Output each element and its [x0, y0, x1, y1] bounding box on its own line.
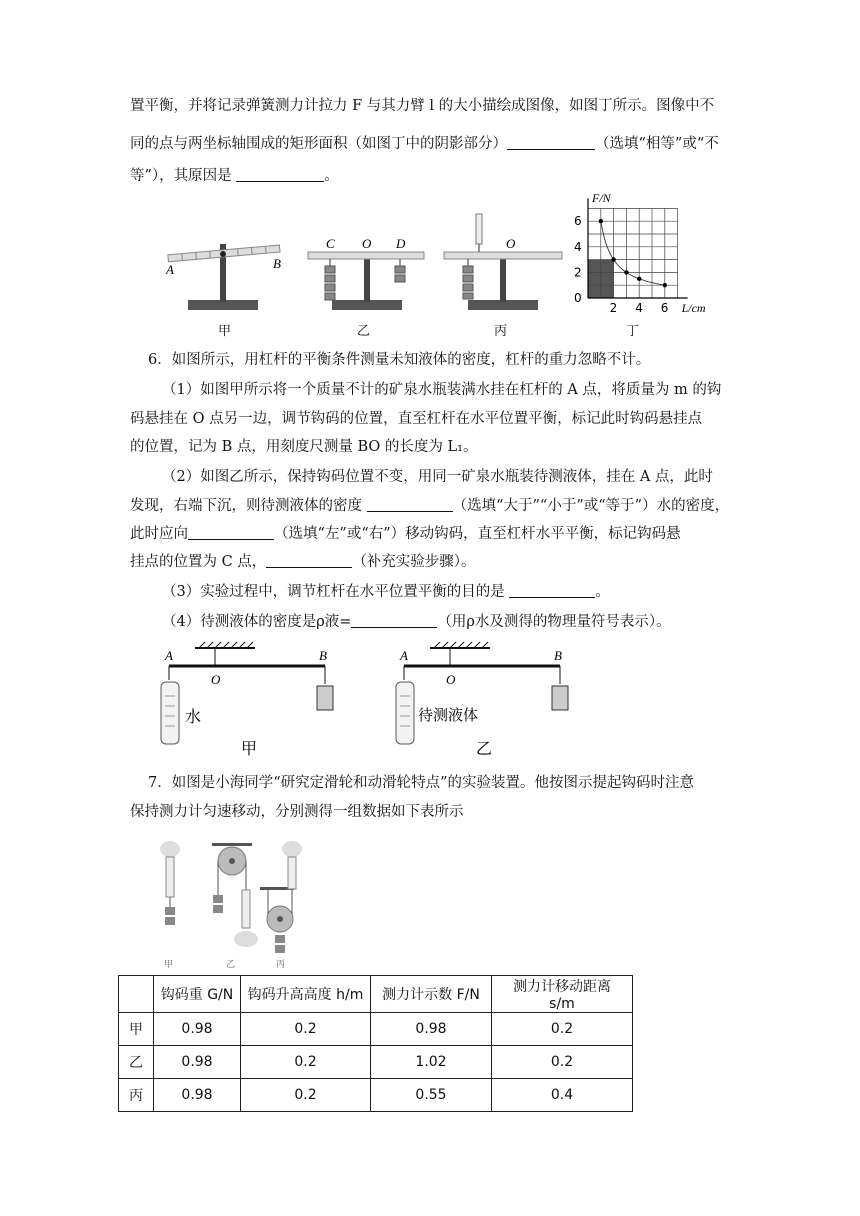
liquid-label: 待测液体 [418, 706, 479, 724]
q6-p2-line-3-text: 此时应向 [130, 526, 188, 542]
hook-weight [317, 686, 333, 710]
x-tick-label: 4 [635, 301, 643, 315]
point-o-label: O [211, 672, 221, 687]
table-cell: 0.98 [371, 1013, 492, 1046]
table-header-cell [119, 976, 154, 1013]
x-tick-label: 2 [609, 301, 618, 315]
hook-weight [552, 686, 568, 710]
q5-line-2-text: 同的点与两坐标轴围成的矩形面积（如图丁中的阴影部分） [130, 136, 507, 152]
y-tick-label: 2 [574, 265, 582, 280]
point-b-label: B [319, 648, 327, 663]
table-cell: 0.2 [492, 1046, 633, 1079]
table-cell: 0.98 [154, 1079, 241, 1112]
water-bottle [161, 682, 179, 744]
y-tick-label: 0 [574, 291, 582, 305]
data-point [637, 277, 641, 281]
lever-figure-yi [300, 232, 430, 332]
lever-figure-jia [160, 232, 290, 332]
lever-figure-bing [438, 212, 568, 332]
data-point [663, 283, 667, 287]
weights-stack [395, 266, 405, 282]
data-point [624, 270, 628, 274]
q6-p2-line-2 [130, 496, 729, 516]
table-cell: 1.02 [371, 1046, 492, 1079]
water-label: 水 [185, 707, 202, 726]
pulley-data-table [118, 975, 633, 1112]
table-cell: 0.2 [241, 1013, 371, 1046]
caption-yi: 乙 [357, 324, 371, 339]
table-cell: 甲 [119, 1013, 154, 1046]
caption-yi: 乙 [226, 960, 236, 970]
table-row [119, 1013, 633, 1046]
point-a-label: A [165, 648, 173, 663]
q6-p4 [162, 612, 671, 632]
q6-p1-line-1: （1）如图甲所示将一个质量不计的矿泉水瓶装满水挂在杠杆的 A 点，将质量为 m 的钩 [162, 382, 722, 398]
answer-blank[interactable] [266, 553, 352, 568]
q6-p2-line-3 [130, 524, 681, 544]
caption-jia: 甲 [218, 324, 232, 339]
q5-line-2-tail: （选填“相等”或“不 [595, 136, 719, 152]
table-header-cell: 钩码升高高度 h/m [241, 976, 371, 1013]
spring-scale [166, 857, 174, 897]
table-cell: 乙 [119, 1046, 154, 1079]
q6-p2-line-1: （2）如图乙所示，保持钩码位置不变，用同一矿泉水瓶装待测液体，挂在 A 点，此时 [162, 469, 713, 485]
y-axis-label: F/N [592, 191, 611, 205]
q6-p4-tail: （用ρ水及测得的物理量符号表示）。 [437, 614, 671, 630]
hand-icon [160, 841, 180, 857]
x-axis-label: L/cm [681, 301, 706, 315]
table-cell: 丙 [119, 1079, 154, 1112]
q6-p1-line-3: 的位置，记为 B 点，用刻度尺测量 BO 的长度为 L₁。 [130, 439, 478, 455]
point-b-label: B [273, 256, 281, 271]
q6-p3-text: （3）实验过程中，调节杠杆在水平位置平衡的目的是 [162, 584, 505, 600]
table-header-row [119, 976, 633, 1013]
table-cell: 0.4 [492, 1079, 633, 1112]
table-row [119, 1079, 633, 1112]
q6-p2-line-2-text: 发现，右端下沉，则待测液体的密度 [130, 498, 362, 514]
hand-icon [234, 931, 258, 947]
data-point [611, 257, 615, 261]
answer-blank[interactable] [367, 497, 453, 512]
point-a-label: A [400, 648, 408, 663]
q5-line-3-tail: 。 [324, 168, 339, 184]
q7-line-2: 保持测力计匀速移动，分别测得一组数据如下表所示 [130, 804, 464, 820]
q6-p2-line-3-tail: （选填“左”或“右”）移动钩码，直至杠杆水平平衡，标记钩码悬 [274, 526, 681, 542]
table-cell: 0.98 [154, 1046, 241, 1079]
q6-p1-line-2: 码悬挂在 O 点另一边，调节钩码的位置，直至杠杆在水平位置平衡，标记此时钩码悬挂点 [130, 411, 703, 427]
y-tick-label: 6 [574, 214, 582, 229]
caption-jia: 甲 [164, 960, 174, 970]
table-header-cell: 测力计示数 F/N [371, 976, 492, 1013]
x-tick-label: 6 [660, 301, 669, 315]
caption-bing: 丙 [494, 324, 508, 339]
q6-p2-line-4-text: 挂点的位置为 C 点， [130, 554, 267, 570]
answer-blank[interactable] [351, 613, 437, 628]
point-a-label: A [166, 262, 174, 277]
data-point [599, 219, 603, 223]
q5-line-2 [130, 134, 719, 154]
point-o-label: O [446, 672, 456, 687]
point-o-label: O [362, 236, 372, 251]
density-lever-jia [155, 640, 355, 760]
q6-p3-tail: 。 [595, 584, 610, 600]
spring-scale [476, 214, 482, 244]
q5-line-3-text: 等”），其原因是 [130, 168, 232, 184]
weights-stack [325, 266, 335, 300]
q7-title: 7．如图是小海同学“研究定滑轮和动滑轮特点”的实验装置。他按图示提起钩码时注意 [148, 775, 695, 791]
liquid-bottle [396, 682, 414, 744]
caption-ding: 丁 [626, 324, 640, 339]
point-o-label: O [506, 236, 516, 251]
q5-line-1: 置平衡，并将记录弹簧测力计拉力 F 与其力臂 l 的大小描绘成图像，如图丁所示。图像中不 [130, 98, 715, 114]
table-row [119, 1046, 633, 1079]
table-cell: 0.2 [492, 1013, 633, 1046]
q6-p2-line-4-tail: （补充实验步骤）。 [352, 554, 476, 570]
caption-jia: 甲 [241, 739, 258, 758]
table-header-cell: 测力计移动距离 s/m [492, 976, 633, 1013]
answer-blank[interactable] [188, 525, 274, 540]
y-tick-label: 4 [574, 239, 582, 254]
point-d-label: D [396, 236, 406, 251]
point-c-label: C [326, 236, 335, 251]
weights-stack [463, 266, 473, 299]
spring-scale [242, 890, 250, 928]
caption-bing: 丙 [276, 960, 286, 970]
q6-p4-text: （4）待测液体的密度是ρ液= [162, 614, 352, 630]
table-cell: 0.98 [154, 1013, 241, 1046]
density-lever-yi [390, 640, 590, 760]
q6-p3 [162, 582, 610, 602]
spring-scale [288, 857, 296, 889]
caption-yi: 乙 [476, 739, 493, 758]
pulley-figure [150, 835, 320, 970]
answer-blank[interactable] [507, 135, 595, 150]
q6-title: 6．如图所示，用杠杆的平衡条件测量未知液体的密度，杠杆的重力忽略不计。 [148, 352, 651, 368]
q6-p2-line-4 [130, 552, 476, 572]
table-cell: 0.55 [371, 1079, 492, 1112]
answer-blank[interactable] [509, 583, 595, 598]
table-header-cell: 钩码重 G/N [154, 976, 241, 1013]
lever-bar [444, 252, 562, 259]
q6-p2-line-2-tail: （选填“大于”“小于”或“等于”）水的密度， [452, 498, 730, 514]
point-b-label: B [554, 648, 562, 663]
lever-bar [308, 252, 424, 259]
table-cell: 0.2 [241, 1046, 371, 1079]
hand-icon [282, 841, 302, 857]
table-cell: 0.2 [241, 1079, 371, 1112]
answer-blank[interactable] [236, 167, 324, 182]
q5-line-3 [130, 166, 339, 186]
force-arm-chart [570, 190, 720, 320]
